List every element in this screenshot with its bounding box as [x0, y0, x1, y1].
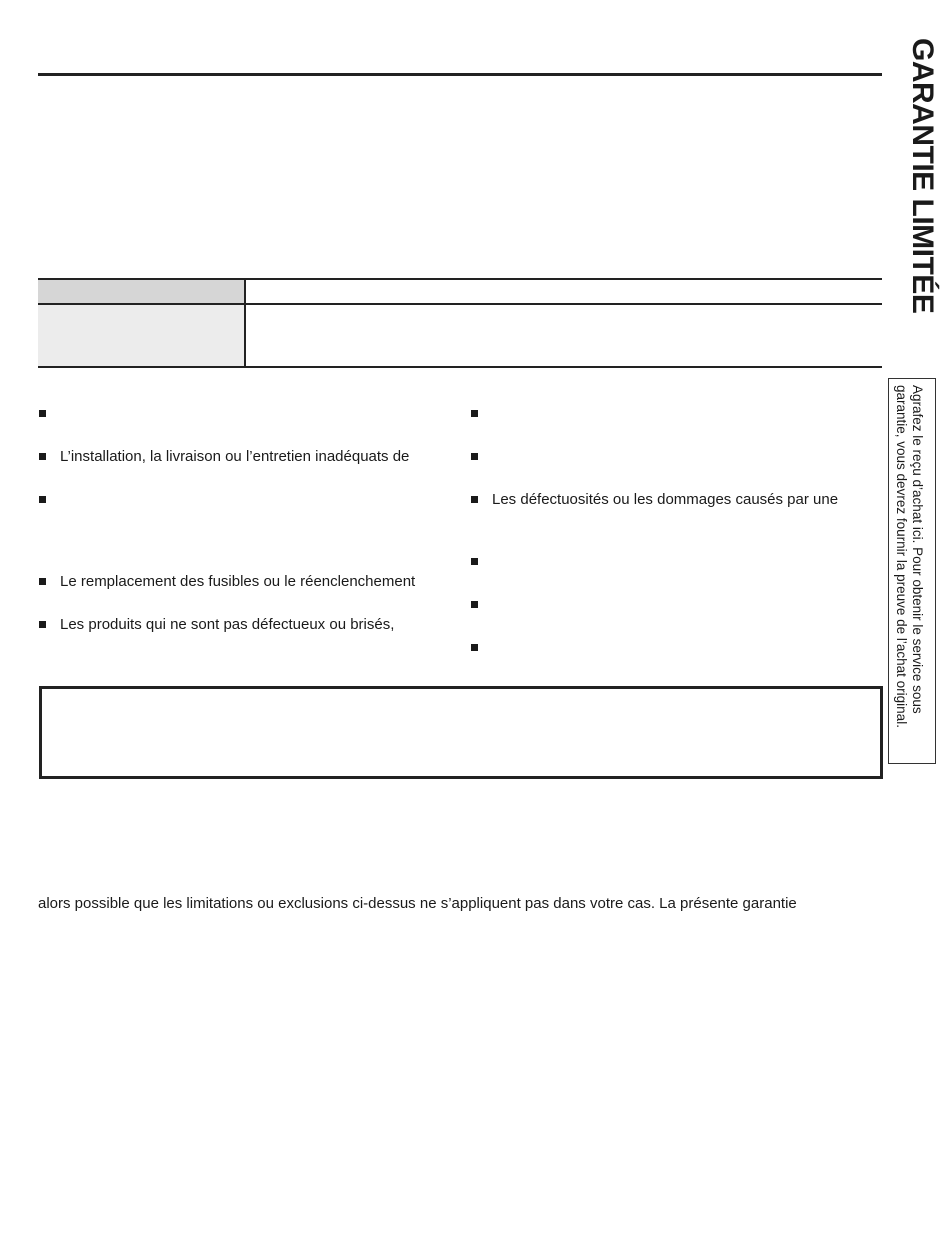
receipt-staple-box	[888, 378, 936, 764]
square-bullet-icon	[39, 410, 46, 417]
legal-footer-text: alors possible que les limitations ou exclusions ci-dessus ne s’appliquent pas dans votre cas. La présente garantie	[38, 895, 797, 912]
notice-box	[39, 686, 883, 779]
square-bullet-icon	[39, 578, 46, 585]
square-bullet-icon	[471, 558, 478, 565]
square-bullet-icon	[39, 621, 46, 628]
square-bullet-icon	[39, 453, 46, 460]
square-bullet-icon	[471, 496, 478, 503]
square-bullet-icon	[471, 644, 478, 651]
square-bullet-icon	[39, 496, 46, 503]
table-cell-coverage	[245, 304, 882, 367]
receipt-note-line-2: garantie, vous devrez fournir la preuve de l’achat original.	[894, 385, 909, 728]
table-cell-period	[38, 304, 245, 367]
square-bullet-icon	[471, 410, 478, 417]
square-bullet-icon	[471, 601, 478, 608]
table-header-coverage	[245, 279, 882, 304]
receipt-note-line-1: Agrafez le reçu d’achat ici. Pour obtenir le service sous	[910, 385, 925, 714]
table-header-period	[38, 279, 245, 304]
section-title: GARANTIE LIMITÉE	[906, 38, 939, 314]
receipt-note	[893, 385, 925, 728]
warranty-period-table	[38, 278, 882, 368]
top-rule	[38, 73, 882, 76]
square-bullet-icon	[471, 453, 478, 460]
